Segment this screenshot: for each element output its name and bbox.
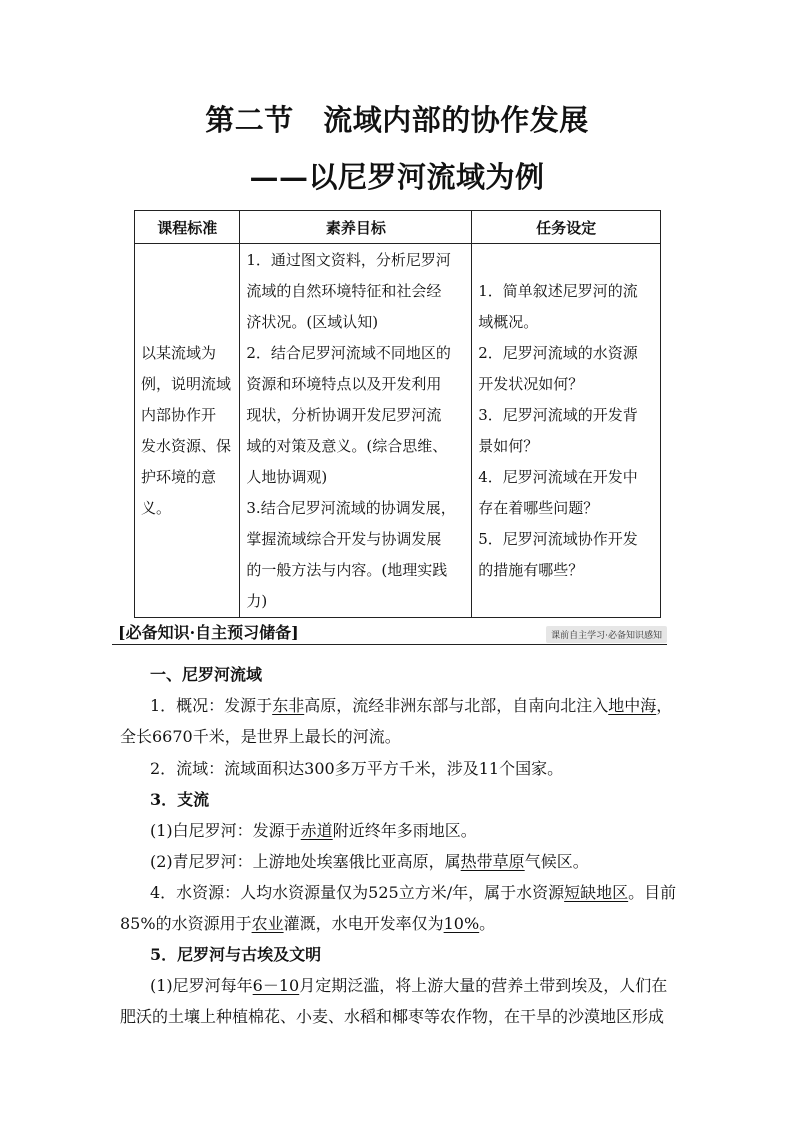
paragraph-line: 肥沃的土壤上种植棉花、小麦、水稻和椰枣等农作物，在干旱的沙漠地区形成 xyxy=(120,1007,665,1026)
cell-line: 义。 xyxy=(141,498,172,517)
cell-line: 发水资源、保 xyxy=(141,436,232,455)
cell-line: 人地协调观) xyxy=(246,467,328,486)
cell-line: 济状况。(区域认知) xyxy=(246,312,379,331)
table-header: 素养目标 xyxy=(240,211,472,244)
section-header xyxy=(112,620,667,645)
paragraph-line: 85%的水资源用于农业灌溉，水电开发率仅为10%。 xyxy=(120,914,496,933)
cell-line: 护环境的意 xyxy=(141,467,217,486)
page-subtitle: ——以尼罗河流域为例 xyxy=(249,160,545,194)
table-cell-standard xyxy=(135,244,240,618)
table-cell-goals xyxy=(240,244,472,618)
heading: 一、尼罗河流域 xyxy=(150,665,263,684)
paragraph-line: 全长6670千米，是世界上最长的河流。 xyxy=(120,727,401,746)
cell-line: 现状，分析协调开发尼罗河流 xyxy=(246,405,442,424)
cell-line: 3.结合尼罗河流域的协调发展， xyxy=(246,498,456,517)
cell-line: 域的对策及意义。(综合思维、 xyxy=(246,436,448,455)
cell-line: 以某流域为 xyxy=(141,343,217,362)
paragraph-line: (2)青尼罗河：上游地处埃塞俄比亚高原，属热带草原气候区。 xyxy=(150,852,589,871)
paragraph-line: 2．流域：流域面积达300多万平方千米，涉及11个国家。 xyxy=(150,759,564,778)
table-row xyxy=(135,244,661,618)
paragraph-line: (1)白尼罗河：发源于赤道附近终年多雨地区。 xyxy=(150,821,477,840)
cell-line: 开发状况如何？ xyxy=(478,374,584,393)
page-title: 第二节 流域内部的协作发展 xyxy=(205,103,589,137)
heading: 5．尼罗河与古埃及文明 xyxy=(150,945,322,964)
cell-line: 5．尼罗河流域协作开发 xyxy=(478,529,638,548)
cell-line: 流域的自然环境特征和社会经 xyxy=(246,281,442,300)
cell-line: 掌握流域综合开发与协调发展 xyxy=(246,529,442,548)
cell-line: 景如何？ xyxy=(478,436,539,455)
table-header-row xyxy=(135,211,661,244)
cell-line: 4．尼罗河流域在开发中 xyxy=(478,467,638,486)
table-cell-tasks xyxy=(472,244,661,618)
section-tag: 课前自主学习·必备知识感知 xyxy=(546,626,667,643)
cell-line: 3．尼罗河流域的开发背 xyxy=(478,405,638,424)
cell-line: 存在着哪些问题？ xyxy=(478,498,599,517)
paragraph-line: (1)尼罗河每年6－10月定期泛滥，将上游大量的营养土带到埃及，人们在 xyxy=(150,976,668,995)
cell-line: 的措施有哪些？ xyxy=(478,560,584,579)
cell-line: 的一般方法与内容。(地理实践 xyxy=(246,560,448,579)
cell-line: 内部协作开 xyxy=(141,405,217,424)
cell-line: 1．简单叙述尼罗河的流 xyxy=(478,281,638,300)
cell-line: 力) xyxy=(246,591,268,610)
curriculum-table xyxy=(134,210,661,618)
heading: 3．支流 xyxy=(150,790,210,809)
table-header: 课程标准 xyxy=(135,211,240,244)
cell-line: 1．通过图文资料，分析尼罗河 xyxy=(246,250,451,269)
table-header: 任务设定 xyxy=(472,211,661,244)
paragraph-line: 1．概况：发源于东非高原，流经非洲东部与北部，自南向北注入地中海， xyxy=(150,696,673,715)
paragraph-line: 4．水资源：人均水资源量仅为525立方米/年，属于水资源短缺地区。目前 xyxy=(150,883,677,902)
cell-line: 2．尼罗河流域的水资源 xyxy=(478,343,638,362)
cell-line: 域概况。 xyxy=(478,312,539,331)
section-label: [必备知识·自主预习储备] xyxy=(118,623,299,642)
cell-line: 2．结合尼罗河流域不同地区的 xyxy=(246,343,451,362)
cell-line: 例，说明流域 xyxy=(141,374,232,393)
cell-line: 资源和环境特点以及开发利用 xyxy=(246,374,442,393)
